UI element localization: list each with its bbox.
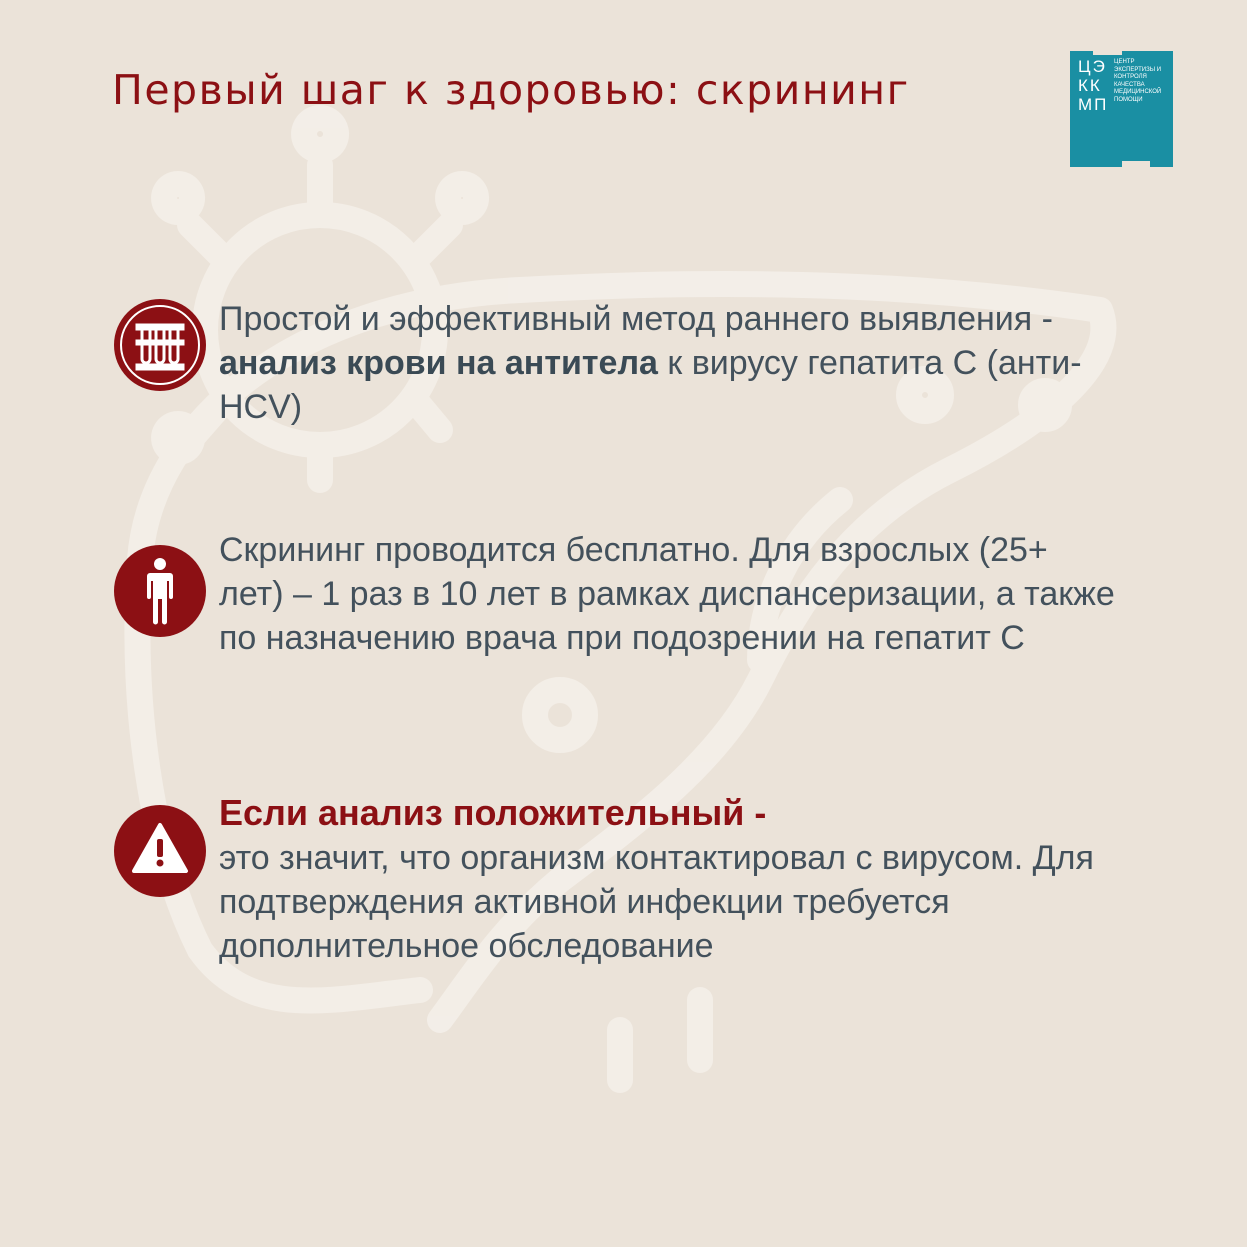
person-icon (114, 545, 206, 637)
item-positive-result-heading: Если анализ положительный - (219, 792, 767, 833)
item-blood-test-text-end: к вирусу гепатита С (анти-HCV) (219, 344, 1082, 426)
logo-full-name: ЦЕНТР ЭКСПЕРТИЗЫ И КОНТРОЛЯ КАЧЕСТВА МЕДИЦИНСКОЙ ПОМОЩИ (1114, 59, 1162, 103)
item-positive-result-text: это значит, что организм контактировал с вирусом. Для подтверждения активной инфекции требуется дополнительное обследование (219, 839, 1094, 965)
page-title: Первый шаг к здоровью: скрининг (112, 66, 910, 114)
warning-icon (114, 805, 206, 897)
test-tubes-icon (114, 299, 206, 391)
item-blood-test-highlight: анализ крови на антитела (219, 344, 658, 382)
item-blood-test (219, 297, 1119, 429)
item-positive-result (219, 790, 1119, 968)
logo-abbreviation: ЦЭККМП (1078, 57, 1109, 114)
item-blood-test-text-start: Простой и эффективный метод раннего выявления - (219, 300, 1053, 338)
item-screening: Скрининг проводится бесплатно. Для взрослых (25+ лет) – 1 раз в 10 лет в рамках диспансеризации, а также по назначению врача при подозрении на гепатит С (219, 531, 1115, 657)
